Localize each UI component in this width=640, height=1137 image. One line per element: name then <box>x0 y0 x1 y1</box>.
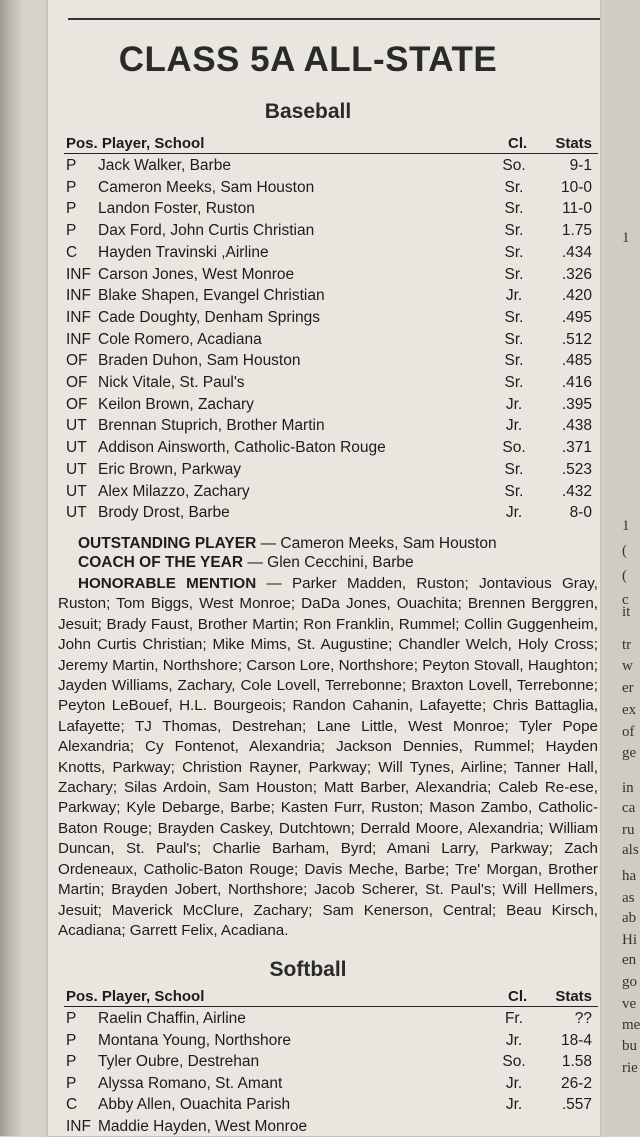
player-name-school: Keilon Brown, Zachary <box>98 395 254 413</box>
player-stats: 8-0 <box>569 504 592 522</box>
outstanding-player-label: OUTSTANDING PLAYER <box>78 535 257 552</box>
table-row <box>64 459 598 480</box>
table-row <box>64 481 598 502</box>
column-fragment: ab <box>622 910 637 926</box>
player-class: Sr. <box>504 330 524 348</box>
player-name-school: Maddie Hayden, West Monroe <box>98 1117 308 1135</box>
table-row <box>64 329 598 350</box>
adjacent-column-fragments <box>604 0 640 1136</box>
table-row <box>64 394 598 415</box>
player-name-school: Landon Foster, Ruston <box>98 200 255 218</box>
column-fragment: rie <box>622 1060 638 1076</box>
header-pos-player: Pos. Player, School <box>66 988 205 1005</box>
player-stats: .420 <box>561 287 592 305</box>
column-fragment: ru <box>622 822 635 838</box>
column-fragment: in <box>622 780 634 796</box>
table-row <box>64 372 598 393</box>
player-class: Sr. <box>504 265 524 283</box>
player-name-school: Montana Young, Northshore <box>98 1031 292 1049</box>
player-name-school: Alyssa Romano, St. Amant <box>98 1074 283 1092</box>
column-fragment: en <box>622 952 637 968</box>
table-row <box>64 1116 598 1137</box>
player-position: OF <box>66 352 88 370</box>
column-fragment: go <box>622 974 637 990</box>
player-class: Sr. <box>504 243 524 261</box>
player-class: Sr. <box>504 482 524 500</box>
player-position: UT <box>66 504 87 522</box>
player-name-school: Braden Duhon, Sam Houston <box>98 352 301 370</box>
column-fragment: ca <box>622 800 636 816</box>
player-position: UT <box>66 482 87 500</box>
header-class: Cl. <box>508 988 528 1005</box>
player-position: C <box>66 243 78 261</box>
player-position: INF <box>66 330 91 348</box>
player-stats: .371 <box>561 439 592 457</box>
player-stats: .438 <box>561 417 592 435</box>
column-fragment: als <box>622 842 639 858</box>
column-fragment: ve <box>622 996 637 1012</box>
player-stats: .326 <box>561 265 592 283</box>
header-stats: Stats <box>555 988 592 1005</box>
table-row <box>64 1030 598 1051</box>
player-name-school: Eric Brown, Parkway <box>98 460 241 478</box>
player-stats: 11-0 <box>562 200 592 218</box>
player-stats: .495 <box>561 308 592 326</box>
column-fragment: of <box>622 724 635 740</box>
column-fragment: 1 <box>622 518 630 534</box>
player-stats: .395 <box>561 395 592 413</box>
column-fragment: w <box>622 658 633 674</box>
player-name-school: Nick Vitale, St. Paul's <box>98 374 245 391</box>
table-row <box>64 415 598 436</box>
table-row <box>64 437 598 458</box>
player-position: P <box>66 157 77 174</box>
column-fragment: it <box>622 604 631 620</box>
player-name-school: Hayden Travinski ,Airline <box>98 243 269 261</box>
player-position: P <box>66 1031 77 1049</box>
player-stats: .432 <box>561 482 592 500</box>
player-stats: 9-1 <box>569 157 592 174</box>
player-position: UT <box>66 460 87 478</box>
table-row <box>64 1094 598 1115</box>
player-name-school: Tyler Oubre, Destrehan <box>98 1053 260 1070</box>
player-name-school: Jack Walker, Barbe <box>98 157 231 174</box>
player-class: Jr. <box>505 1031 523 1049</box>
player-class: Sr. <box>504 200 524 218</box>
honorable-mention <box>58 574 598 941</box>
player-stats: .485 <box>561 352 592 370</box>
column-fragment: 1 <box>622 230 630 246</box>
player-class: So. <box>502 439 526 457</box>
table-row <box>64 1073 598 1094</box>
previous-page-edge <box>0 0 22 1136</box>
player-position: INF <box>66 287 91 305</box>
honorable-mention-label: HONORABLE MENTION <box>78 575 257 592</box>
player-stats: 10-0 <box>560 178 592 196</box>
player-name-school: Blake Shapen, Evangel Christian <box>98 287 325 305</box>
column-fragment: ge <box>622 745 637 761</box>
player-class: Fr. <box>504 1010 524 1027</box>
player-name-school: Cole Romero, Acadiana <box>98 330 262 348</box>
player-position: P <box>66 1074 77 1092</box>
player-name-school: Brennan Stuprich, Brother Martin <box>98 417 325 435</box>
player-stats: .557 <box>561 1096 592 1113</box>
column-fragment: me <box>622 1017 640 1033</box>
table-row <box>64 502 598 523</box>
table-row <box>64 198 598 219</box>
player-class: Sr. <box>504 308 524 326</box>
player-class: So. <box>502 1053 526 1070</box>
column-fragment: ex <box>622 702 637 718</box>
column-fragment: bu <box>622 1038 637 1054</box>
player-position: C <box>66 1096 78 1113</box>
player-class: Sr. <box>504 374 524 391</box>
player-position: OF <box>66 374 88 391</box>
player-position: UT <box>66 417 87 435</box>
player-name-school: Raelin Chaffin, Airline <box>98 1010 246 1027</box>
player-stats: 26-2 <box>560 1074 592 1092</box>
player-stats: .523 <box>561 460 592 478</box>
column-fragment: as <box>622 890 635 906</box>
softball-section-title: Softball <box>269 958 347 981</box>
softball-table-header <box>64 986 598 1007</box>
player-stats: 1.75 <box>561 222 592 240</box>
player-position: INF <box>66 308 91 326</box>
coach-of-year-value: — Glen Cecchini, Barbe <box>243 554 414 571</box>
player-position: P <box>66 1010 77 1027</box>
page-title: CLASS 5A ALL-STATE <box>118 40 498 79</box>
player-position: INF <box>66 265 91 283</box>
player-name-school: Brody Drost, Barbe <box>98 504 230 522</box>
player-class: Jr. <box>505 1096 523 1113</box>
table-row <box>64 307 598 328</box>
column-fragment: er <box>622 680 634 696</box>
player-class: Jr. <box>505 417 523 435</box>
player-position: OF <box>66 395 88 413</box>
baseball-section-title: Baseball <box>264 100 352 123</box>
player-position: P <box>66 200 77 218</box>
player-position: UT <box>66 439 87 457</box>
player-position: INF <box>66 1117 91 1135</box>
outstanding-player <box>78 534 598 554</box>
coach-of-year-label: COACH OF THE YEAR <box>78 554 244 571</box>
newspaper-page <box>48 0 600 1136</box>
table-row <box>64 264 598 285</box>
honorable-mention-text: — Parker Madden, Ruston; Jontavious Gray, Ruston; Tom Biggs, West Monroe; DaDa Jones, Ouachita; Brennen Berggren, Jesuit; Brady Faust, Brother Martin; Ron Franklin, Rummel; Collin Guggenheim, John Curtis Christian; Mike Mims, St. Augustine; Chandler Welch, Holy Cross; Jeremy Martin, Northshore; Carson Lore, Northshore; Peyton Stovall, Haughton; Jayden Williams, Zachary, Cole Lovell, Terrebonne; Braxton Lovell, Terrebonne; Peyton LeBouef, H.L. Bourgeois; Randon Cahanin, Lafayette; Chris Battaglia, Lafayette; TJ Thomas, Destrehan; Lane Little, West Monroe; Tyler Pope Alexandria; Cy Fontenot, Alexandria; Jackson Dennies, Rummel; Hayden Knotts, Parkway; Christion Rayner, Parkway; Will Tynes, Airline; Tanner Hall, Zachary; Silas Ardoin, Sam Houston; Matt Barber, Alexandria; Caleb Re-ese, Parkway; Kyle Debarge, Barbe; Kasten Furr, Ruston; Mason Zambo, Catholic-Baton Rouge; Brayden Caskey, Dutchtown; Derrald Moore, Alexandria; William Duncan, St. Paul's; Charlie Barham, Byrd; Amani Larry, Parkway; Zach Ordeneaux, Catholic-Baton Rouge; Davis Meche, Barbe; Tre' Morgan, Brother Martin; Brayden Jobert, Northshore; Jacob Scherer, St. Paul's; Will Hellmers, Jesuit; Maverick McClure, Zachary; Sam Kenerson, Central; Beau Kirsch, Acadiana; Garrett Felix, Acadiana. <box>58 575 598 939</box>
table-row <box>64 220 598 241</box>
player-class: Sr. <box>504 460 524 478</box>
player-class: Sr. <box>504 222 524 240</box>
player-position: P <box>66 178 77 196</box>
column-fragment: ( <box>622 568 627 584</box>
player-name-school: Abby Allen, Ouachita Parish <box>98 1096 291 1113</box>
player-position: P <box>66 222 77 240</box>
player-name-school: Cade Doughty, Denham Springs <box>98 308 321 326</box>
player-position: P <box>66 1053 77 1070</box>
table-row <box>64 177 598 198</box>
column-fragment: tr <box>622 637 632 653</box>
player-name-school: Cameron Meeks, Sam Houston <box>98 178 315 196</box>
table-row <box>64 350 598 371</box>
table-row <box>64 242 598 263</box>
coach-of-year <box>78 553 598 573</box>
table-row <box>64 285 598 306</box>
baseball-table-header <box>64 133 598 154</box>
player-class: Jr. <box>505 395 523 413</box>
header-class: Cl. <box>508 135 528 152</box>
player-name-school: Addison Ainsworth, Catholic-Baton Rouge <box>98 439 386 457</box>
player-name-school: Alex Milazzo, Zachary <box>98 482 250 500</box>
player-class: Jr. <box>505 287 523 305</box>
player-class: Sr. <box>504 352 524 370</box>
column-fragment: ha <box>622 868 637 884</box>
column-fragment: c <box>622 592 629 608</box>
player-name-school: Dax Ford, John Curtis Christian <box>98 222 315 240</box>
player-class: Sr. <box>504 178 524 196</box>
column-fragment: Hi <box>622 932 637 948</box>
player-class: Jr. <box>505 504 523 522</box>
header-pos-player: Pos. Player, School <box>66 135 205 152</box>
top-rule <box>68 18 600 20</box>
player-stats: ?? <box>574 1010 592 1027</box>
table-row <box>64 1051 598 1072</box>
player-name-school: Carson Jones, West Monroe <box>98 265 295 283</box>
player-class: So. <box>502 157 526 174</box>
player-stats: 1.58 <box>561 1053 592 1070</box>
header-stats: Stats <box>555 135 592 152</box>
outstanding-player-value: — Cameron Meeks, Sam Houston <box>256 535 497 552</box>
table-row <box>64 155 598 176</box>
column-fragment: ( <box>622 543 627 559</box>
player-stats: 18-4 <box>560 1031 592 1049</box>
player-stats: .416 <box>561 374 592 391</box>
table-row <box>64 1008 598 1029</box>
player-stats: .434 <box>561 243 592 261</box>
player-stats: .512 <box>561 330 592 348</box>
player-class: Jr. <box>505 1074 523 1092</box>
